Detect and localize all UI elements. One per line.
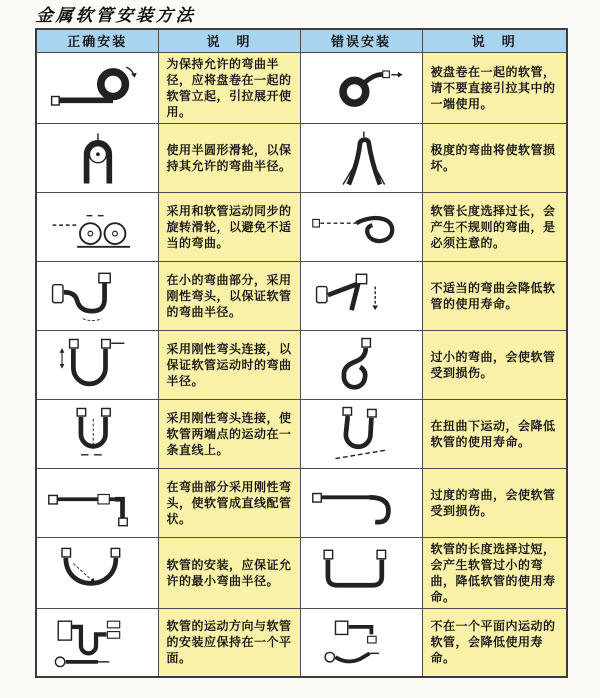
correct-illustration-cell xyxy=(36,123,158,192)
u-loop-straight-line-icon xyxy=(45,405,149,463)
correct-illustration-cell xyxy=(36,537,158,608)
single-plane-trap-icon xyxy=(45,613,149,671)
correct-description: 在小的弯曲部分，采用刚性弯头，以保证软管的弯曲半径。 xyxy=(158,261,300,330)
header-correct-installation: 正确安装 xyxy=(36,29,158,52)
straight-run-rigid-elbow-icon xyxy=(45,474,149,532)
table-row xyxy=(36,399,567,468)
correct-illustration-cell xyxy=(36,608,158,677)
overbent-end-icon xyxy=(309,474,413,532)
wrong-description: 软管的长度选择过短，会产生软管过小的弯曲，降低软管的使用寿命。 xyxy=(422,537,567,608)
page-title: 金属软管安装方法 xyxy=(35,6,197,26)
correct-description: 使用半圆形滑轮，以保持其允许的弯曲半径。 xyxy=(158,123,300,192)
header-explanation-correct: 说 明 xyxy=(158,29,300,52)
wrong-illustration-cell xyxy=(300,468,422,537)
correct-description: 软管的运动方向与软管的安装应保持在一个平面。 xyxy=(158,608,300,677)
table-row xyxy=(36,123,567,192)
too-small-bend-icon xyxy=(309,336,413,394)
wrong-description: 不适当的弯曲会降低软管的使用寿命。 xyxy=(422,261,567,330)
table-row xyxy=(36,608,567,677)
table-row xyxy=(36,52,567,123)
correct-description: 采用刚性弯头连接，以保证软管运动时的弯曲半径。 xyxy=(158,330,300,399)
correct-description: 在弯曲部分采用刚性弯头，使软管成直线配管状。 xyxy=(158,468,300,537)
correct-illustration-cell xyxy=(36,52,158,123)
wrong-description: 软管长度选择过长，会产生不规则的弯曲，是必须注意的。 xyxy=(422,192,567,261)
coil-pulled-from-end-icon xyxy=(309,59,413,117)
wrong-description: 过度的弯曲，会使软管受到损伤。 xyxy=(422,468,567,537)
out-of-plane-icon xyxy=(309,613,413,671)
wrong-illustration-cell xyxy=(300,123,422,192)
sharp-bend-icon xyxy=(309,267,413,325)
table-row xyxy=(36,330,567,399)
irregular-loop-icon xyxy=(309,198,413,256)
correct-illustration-cell xyxy=(36,261,158,330)
extreme-bend-icon xyxy=(309,129,413,187)
table-row xyxy=(36,537,567,608)
installation-methods-table xyxy=(35,28,568,678)
correct-description: 采用刚性弯头连接，使软管两端点的运动在一条直线上。 xyxy=(158,399,300,468)
wrong-illustration-cell xyxy=(300,52,422,123)
correct-illustration-cell xyxy=(36,399,158,468)
wrong-illustration-cell xyxy=(300,537,422,608)
wrong-illustration-cell xyxy=(300,330,422,399)
rigid-elbow-small-bend-icon xyxy=(45,267,149,325)
correct-description: 采用和软管运动同步的旋转滑轮，以避免不适当的弯曲。 xyxy=(158,192,300,261)
rotating-pulleys-icon xyxy=(45,198,149,256)
correct-illustration-cell xyxy=(36,330,158,399)
table-row xyxy=(36,468,567,537)
header-wrong-installation: 错误安装 xyxy=(300,29,422,52)
standing-coil-unrolled-icon xyxy=(45,59,149,117)
twisted-u-loop-icon xyxy=(309,405,413,463)
correct-description: 为保持允许的弯曲半径，应将盘卷在一起的软管立起，引拉展开使用。 xyxy=(158,52,300,123)
correct-illustration-cell xyxy=(36,468,158,537)
wrong-description: 极度的弯曲将使软管损坏。 xyxy=(422,123,567,192)
table-row xyxy=(36,192,567,261)
wrong-illustration-cell xyxy=(300,608,422,677)
correct-description: 软管的安装，应保证允许的最小弯曲半径。 xyxy=(158,537,300,608)
correct-illustration-cell xyxy=(36,192,158,261)
minimum-bend-radius-u-icon xyxy=(45,544,149,602)
wrong-illustration-cell xyxy=(300,192,422,261)
wrong-description: 被盘卷在一起的软管，请不要直接引拉其中的一端使用。 xyxy=(422,52,567,123)
wrong-description: 过小的弯曲，会使软管受到损伤。 xyxy=(422,330,567,399)
wrong-illustration-cell xyxy=(300,261,422,330)
header-row xyxy=(36,29,567,52)
rigid-elbow-u-loop-icon xyxy=(45,336,149,394)
wrong-description: 不在一个平面内运动的软管，会降低使用寿命。 xyxy=(422,608,567,677)
flat-bottom-u-icon xyxy=(309,544,413,602)
wrong-description: 在扭曲下运动，会降低软管的使用寿命。 xyxy=(422,399,567,468)
header-explanation-wrong: 说 明 xyxy=(422,29,567,52)
table-row xyxy=(36,261,567,330)
hose-over-pulley-icon xyxy=(45,129,149,187)
wrong-illustration-cell xyxy=(300,399,422,468)
